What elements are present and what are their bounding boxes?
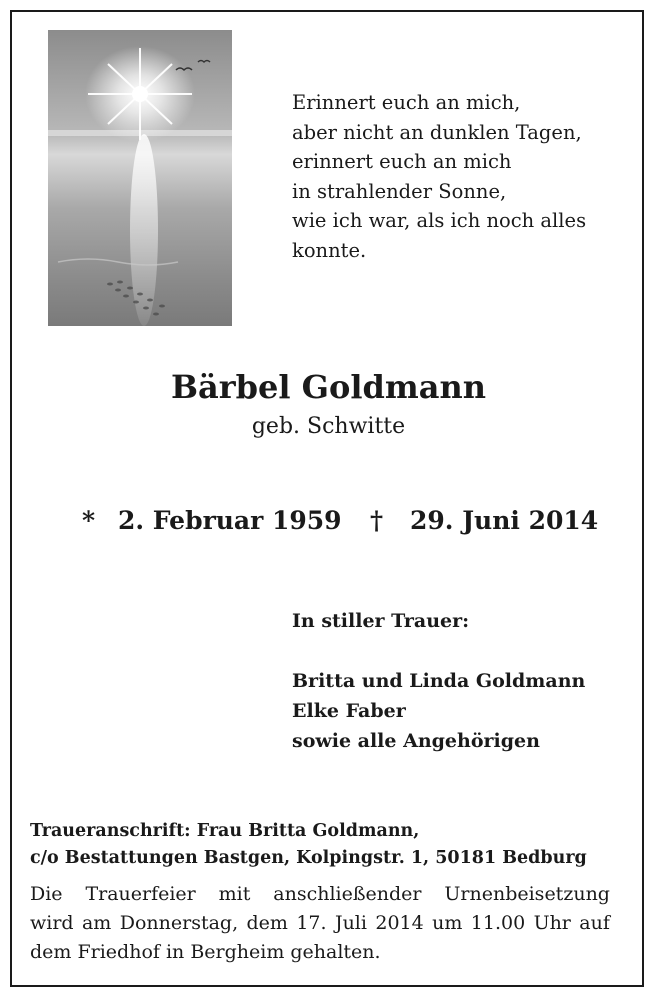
poem-line: Erinnert euch an mich, [292, 91, 521, 114]
mourner-name: Britta und Linda Goldmann [292, 670, 586, 692]
mourners-heading: In stiller Trauer: [292, 610, 470, 632]
notice-word: Trauerfeier [85, 883, 196, 905]
death-date: 29. Juni 2014 [410, 506, 599, 535]
notice-word: wird [30, 912, 74, 934]
notice-line: dem Friedhof in Bergheim gehalten. [30, 941, 381, 963]
mourning-address [30, 818, 587, 872]
notice-line [30, 880, 610, 909]
notice-word: um [432, 912, 463, 934]
notice-word: 17. [296, 912, 327, 934]
address-line: c/o Bestattungen Bastgen, Kolpingstr. 1, 50181 Bedburg [30, 848, 587, 868]
notice-word: Uhr [533, 912, 571, 934]
notice-word: 2014 [375, 912, 424, 934]
notice-word: 11.00 [470, 912, 526, 934]
memorial-poem [292, 88, 612, 265]
funeral-notice [30, 880, 610, 967]
notice-line [30, 909, 610, 938]
mourner-name: Elke Faber [292, 700, 406, 722]
sun-over-sea-photo-icon [48, 30, 232, 326]
notice-word: Die [30, 883, 63, 905]
mourner-name: sowie alle Angehörigen [292, 730, 540, 752]
notice-word: Donnerstag, [119, 912, 239, 934]
poem-line: aber nicht an dunklen Tagen, [292, 120, 582, 144]
birth-star-icon: * [82, 506, 96, 535]
notice-word: Urnenbeisetzung [444, 883, 610, 905]
notice-word: am [81, 912, 112, 934]
poem-line: in strahlender Sonne, [292, 179, 507, 203]
notice-word: anschließender [273, 883, 422, 905]
notice-word: Juli [334, 912, 367, 934]
poem-line: konnte. [292, 238, 367, 262]
notice-word: auf [579, 912, 610, 934]
deceased-name: Bärbel Goldmann [171, 368, 486, 406]
notice-word: dem [246, 912, 288, 934]
address-line: Traueranschrift: Frau Britta Goldmann, [30, 821, 420, 841]
birth-date: 2. Februar 1959 [118, 506, 342, 535]
poem-line: wie ich war, als ich noch alles [292, 209, 587, 232]
maiden-name: geb. Schwitte [251, 414, 406, 439]
notice-word: mit [218, 883, 251, 905]
mourners-block [292, 606, 585, 756]
poem-line: erinnert euch an mich [292, 150, 512, 173]
death-cross-icon: † [370, 506, 384, 535]
